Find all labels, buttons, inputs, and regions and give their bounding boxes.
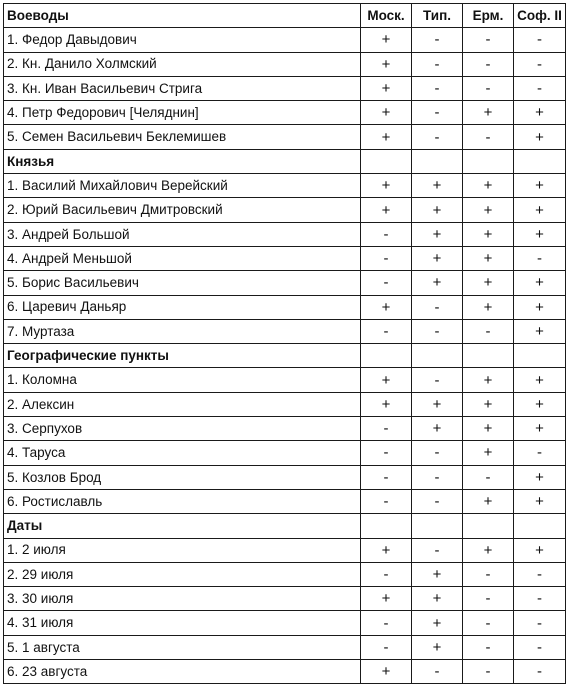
mark-cell-sof2: - bbox=[514, 635, 566, 659]
mark-cell-mosk: + bbox=[361, 28, 412, 52]
mark-cell-erm: - bbox=[463, 660, 514, 684]
mark-cell-sof2: + bbox=[514, 271, 566, 295]
mark-cell-erm: + bbox=[463, 174, 514, 198]
mark-cell-sof2: + bbox=[514, 489, 566, 513]
row-name: 5. Семен Васильевич Беклемишев bbox=[4, 125, 361, 149]
mark-cell-mosk: - bbox=[361, 441, 412, 465]
empty-cell bbox=[361, 344, 412, 368]
mark-cell-erm: + bbox=[463, 489, 514, 513]
mark-cell-erm: - bbox=[463, 76, 514, 100]
mark-cell-tip: + bbox=[412, 246, 463, 270]
mark-cell-sof2: + bbox=[514, 417, 566, 441]
row-name: 7. Муртаза bbox=[4, 319, 361, 343]
mark-cell-tip: - bbox=[412, 368, 463, 392]
mark-cell-mosk: + bbox=[361, 295, 412, 319]
mark-cell-sof2: + bbox=[514, 392, 566, 416]
row-name: 1. Федор Давыдович bbox=[4, 28, 361, 52]
mark-cell-erm: + bbox=[463, 392, 514, 416]
mark-cell-mosk: + bbox=[361, 198, 412, 222]
mark-cell-erm: - bbox=[463, 319, 514, 343]
mark-cell-sof2: - bbox=[514, 441, 566, 465]
mark-cell-erm: + bbox=[463, 295, 514, 319]
mark-cell-sof2: + bbox=[514, 125, 566, 149]
table-row bbox=[4, 271, 566, 295]
mark-cell-sof2: - bbox=[514, 660, 566, 684]
mark-cell-tip: + bbox=[412, 417, 463, 441]
table-row bbox=[4, 101, 566, 125]
mark-cell-mosk: - bbox=[361, 635, 412, 659]
mark-cell-sof2: + bbox=[514, 174, 566, 198]
mark-cell-erm: + bbox=[463, 222, 514, 246]
mark-cell-erm: - bbox=[463, 635, 514, 659]
empty-cell bbox=[361, 149, 412, 173]
mark-cell-erm: - bbox=[463, 562, 514, 586]
row-name: 4. Петр Федорович [Челяднин] bbox=[4, 101, 361, 125]
mark-cell-erm: + bbox=[463, 271, 514, 295]
mark-cell-sof2: + bbox=[514, 538, 566, 562]
mark-cell-mosk: + bbox=[361, 660, 412, 684]
row-name: 2. Алексин bbox=[4, 392, 361, 416]
table-row bbox=[4, 28, 566, 52]
column-header-tip: Тип. bbox=[412, 4, 463, 28]
table-row bbox=[4, 125, 566, 149]
table-row bbox=[4, 587, 566, 611]
mark-cell-mosk: + bbox=[361, 76, 412, 100]
mark-cell-erm: + bbox=[463, 101, 514, 125]
mark-cell-sof2: - bbox=[514, 611, 566, 635]
row-name: 4. Андрей Меньшой bbox=[4, 246, 361, 270]
mark-cell-tip: + bbox=[412, 611, 463, 635]
mark-cell-sof2: - bbox=[514, 76, 566, 100]
mark-cell-erm: - bbox=[463, 611, 514, 635]
mark-cell-mosk: - bbox=[361, 319, 412, 343]
row-name: 6. 23 августа bbox=[4, 660, 361, 684]
mark-cell-mosk: - bbox=[361, 562, 412, 586]
mark-cell-mosk: - bbox=[361, 271, 412, 295]
mark-cell-tip: + bbox=[412, 174, 463, 198]
mark-cell-sof2: - bbox=[514, 52, 566, 76]
row-name: 1. Василий Михайлович Верейский bbox=[4, 174, 361, 198]
comparison-table bbox=[3, 3, 566, 684]
mark-cell-sof2: + bbox=[514, 319, 566, 343]
table-row bbox=[4, 660, 566, 684]
mark-cell-sof2: - bbox=[514, 28, 566, 52]
table-row bbox=[4, 635, 566, 659]
section-title: Географические пункты bbox=[4, 344, 361, 368]
mark-cell-tip: - bbox=[412, 538, 463, 562]
mark-cell-tip: - bbox=[412, 660, 463, 684]
row-name: 3. Серпухов bbox=[4, 417, 361, 441]
table-row bbox=[4, 198, 566, 222]
table-row bbox=[4, 246, 566, 270]
mark-cell-tip: - bbox=[412, 441, 463, 465]
row-name: 3. 30 июля bbox=[4, 587, 361, 611]
table-row bbox=[4, 76, 566, 100]
mark-cell-mosk: - bbox=[361, 222, 412, 246]
row-name: 1. 2 июля bbox=[4, 538, 361, 562]
mark-cell-tip: - bbox=[412, 319, 463, 343]
empty-cell bbox=[463, 149, 514, 173]
mark-cell-sof2: - bbox=[514, 587, 566, 611]
section-header-row bbox=[4, 344, 566, 368]
mark-cell-tip: + bbox=[412, 222, 463, 246]
comparison-table-container bbox=[3, 3, 566, 684]
mark-cell-mosk: + bbox=[361, 174, 412, 198]
column-header-erm: Ерм. bbox=[463, 4, 514, 28]
table-row bbox=[4, 417, 566, 441]
mark-cell-sof2: + bbox=[514, 101, 566, 125]
mark-cell-tip: + bbox=[412, 635, 463, 659]
empty-cell bbox=[514, 344, 566, 368]
mark-cell-mosk: + bbox=[361, 587, 412, 611]
mark-cell-sof2: - bbox=[514, 562, 566, 586]
column-header-mosk: Моск. bbox=[361, 4, 412, 28]
mark-cell-sof2: + bbox=[514, 368, 566, 392]
table-header-row bbox=[4, 4, 566, 28]
mark-cell-sof2: + bbox=[514, 222, 566, 246]
table-body bbox=[4, 4, 566, 684]
mark-cell-mosk: - bbox=[361, 465, 412, 489]
row-name: 1. Коломна bbox=[4, 368, 361, 392]
mark-cell-tip: + bbox=[412, 587, 463, 611]
section-header-row bbox=[4, 149, 566, 173]
mark-cell-erm: + bbox=[463, 441, 514, 465]
row-name: 6. Царевич Даньяр bbox=[4, 295, 361, 319]
mark-cell-tip: - bbox=[412, 125, 463, 149]
row-name: 2. 29 июля bbox=[4, 562, 361, 586]
section-title: Даты bbox=[4, 514, 361, 538]
empty-cell bbox=[412, 514, 463, 538]
mark-cell-erm: - bbox=[463, 465, 514, 489]
row-name: 4. Таруса bbox=[4, 441, 361, 465]
mark-cell-erm: + bbox=[463, 198, 514, 222]
mark-cell-erm: + bbox=[463, 368, 514, 392]
mark-cell-tip: - bbox=[412, 101, 463, 125]
mark-cell-tip: - bbox=[412, 489, 463, 513]
empty-cell bbox=[463, 344, 514, 368]
empty-cell bbox=[361, 514, 412, 538]
row-name: 2. Юрий Васильевич Дмитровский bbox=[4, 198, 361, 222]
mark-cell-mosk: + bbox=[361, 538, 412, 562]
mark-cell-mosk: + bbox=[361, 368, 412, 392]
mark-cell-tip: - bbox=[412, 52, 463, 76]
mark-cell-erm: - bbox=[463, 52, 514, 76]
table-row bbox=[4, 392, 566, 416]
empty-cell bbox=[412, 344, 463, 368]
section-header-row bbox=[4, 514, 566, 538]
empty-cell bbox=[514, 149, 566, 173]
mark-cell-erm: - bbox=[463, 587, 514, 611]
row-name: 2. Кн. Данило Холмский bbox=[4, 52, 361, 76]
mark-cell-erm: + bbox=[463, 246, 514, 270]
table-row bbox=[4, 174, 566, 198]
mark-cell-erm: - bbox=[463, 28, 514, 52]
row-name: 5. 1 августа bbox=[4, 635, 361, 659]
mark-cell-sof2: + bbox=[514, 198, 566, 222]
mark-cell-erm: + bbox=[463, 538, 514, 562]
column-header-voevody: Воеводы bbox=[4, 4, 361, 28]
table-row bbox=[4, 489, 566, 513]
row-name: 5. Козлов Брод bbox=[4, 465, 361, 489]
mark-cell-erm: - bbox=[463, 125, 514, 149]
mark-cell-tip: - bbox=[412, 76, 463, 100]
table-row bbox=[4, 441, 566, 465]
table-row bbox=[4, 295, 566, 319]
table-row bbox=[4, 611, 566, 635]
mark-cell-tip: + bbox=[412, 562, 463, 586]
row-name: 5. Борис Васильевич bbox=[4, 271, 361, 295]
row-name: 3. Андрей Большой bbox=[4, 222, 361, 246]
row-name: 4. 31 июля bbox=[4, 611, 361, 635]
mark-cell-sof2: - bbox=[514, 246, 566, 270]
mark-cell-mosk: - bbox=[361, 489, 412, 513]
table-row bbox=[4, 222, 566, 246]
table-row bbox=[4, 538, 566, 562]
mark-cell-tip: + bbox=[412, 271, 463, 295]
mark-cell-mosk: + bbox=[361, 101, 412, 125]
mark-cell-mosk: - bbox=[361, 246, 412, 270]
mark-cell-tip: - bbox=[412, 28, 463, 52]
mark-cell-mosk: - bbox=[361, 417, 412, 441]
table-row bbox=[4, 562, 566, 586]
mark-cell-tip: - bbox=[412, 295, 463, 319]
mark-cell-sof2: + bbox=[514, 465, 566, 489]
mark-cell-tip: + bbox=[412, 198, 463, 222]
mark-cell-tip: + bbox=[412, 392, 463, 416]
empty-cell bbox=[514, 514, 566, 538]
mark-cell-erm: + bbox=[463, 417, 514, 441]
table-row bbox=[4, 319, 566, 343]
empty-cell bbox=[412, 149, 463, 173]
mark-cell-mosk: - bbox=[361, 611, 412, 635]
mark-cell-mosk: + bbox=[361, 125, 412, 149]
row-name: 3. Кн. Иван Васильевич Стрига bbox=[4, 76, 361, 100]
section-title: Князья bbox=[4, 149, 361, 173]
table-row bbox=[4, 52, 566, 76]
mark-cell-mosk: + bbox=[361, 52, 412, 76]
mark-cell-tip: - bbox=[412, 465, 463, 489]
row-name: 6. Ростиславль bbox=[4, 489, 361, 513]
table-row bbox=[4, 368, 566, 392]
column-header-sof2: Соф. II bbox=[514, 4, 566, 28]
mark-cell-sof2: + bbox=[514, 295, 566, 319]
empty-cell bbox=[463, 514, 514, 538]
table-row bbox=[4, 465, 566, 489]
mark-cell-mosk: + bbox=[361, 392, 412, 416]
